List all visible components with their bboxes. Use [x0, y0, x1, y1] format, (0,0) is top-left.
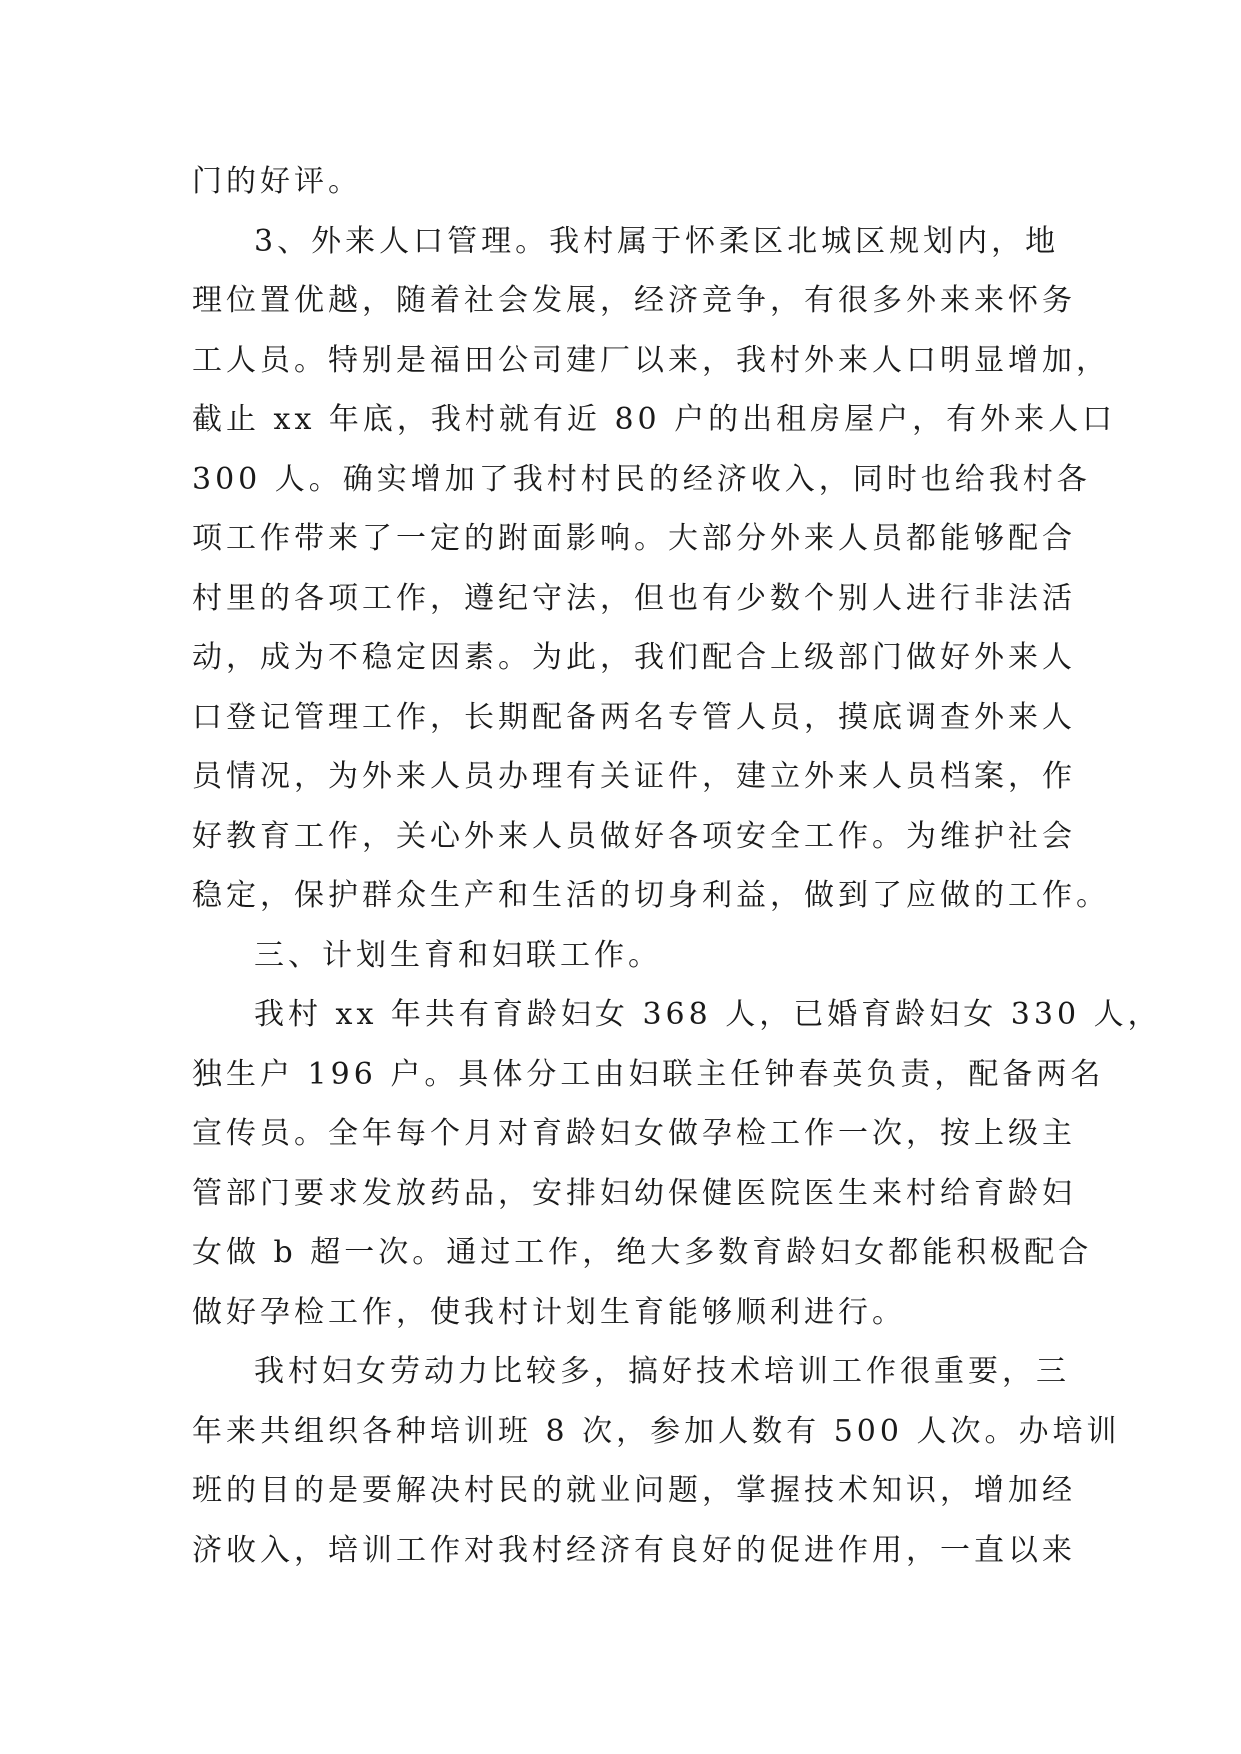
- document-body: [192, 152, 1162, 1580]
- text-line: 宣传员。全年每个月对育龄妇女做孕检工作一次，按上级主: [192, 1116, 1076, 1151]
- text-line: 做好孕检工作，使我村计划生育能够顺利进行。: [192, 1294, 906, 1330]
- text-line: 女做 b 超一次。通过工作，绝大多数育龄妇女都能积极配合: [192, 1235, 1093, 1270]
- text-line: 动，成为不稳定因素。为此，我们配合上级部门做好外来人: [192, 640, 1076, 675]
- text-line: 好教育工作，关心外来人员做好各项安全工作。为维护社会: [192, 818, 1076, 854]
- text-line: 我村 xx 年共有育龄妇女 368 人，已婚育龄妇女 330 人，: [254, 997, 1162, 1032]
- text-line: 稳定，保护群众生产和生活的切身利益，做到了应做的工作。: [192, 878, 1110, 913]
- text-line: 300 人。确实增加了我村村民的经济收入，同时也给我村各: [192, 461, 1091, 497]
- text-line: 截止 xx 年底，我村就有近 80 户的出租房屋户，有外来人口: [192, 402, 1117, 437]
- text-line: 工人员。特别是福田公司建厂以来，我村外来人口明显增加，: [192, 342, 1110, 378]
- text-line: 济收入，培训工作对我村经济有良好的促进作用，一直以来: [192, 1532, 1076, 1568]
- section-heading: 三、计划生育和妇联工作。: [254, 937, 662, 973]
- text-line: 我村妇女劳动力比较多，搞好技术培训工作很重要，三: [254, 1354, 1070, 1389]
- text-line: 口登记管理工作，长期配备两名专管人员，摸底调查外来人: [192, 699, 1076, 735]
- text-line: 村里的各项工作，遵纪守法，但也有少数个别人进行非法活: [192, 580, 1076, 616]
- text-line: 班的目的是要解决村民的就业问题，掌握技术知识，增加经: [192, 1473, 1076, 1508]
- text-line: 3、外来人口管理。我村属于怀柔区北城区规划内，地: [254, 223, 1060, 259]
- text-line: 独生户 196 户。具体分工由妇联主任钟春英负责，配备两名: [192, 1056, 1105, 1092]
- text-line: 理位置优越，随着社会发展，经济竞争，有很多外来来怀务: [192, 283, 1076, 318]
- text-line: 门的好评。: [192, 164, 362, 199]
- text-line: 年来共组织各种培训班 8 次，参加人数有 500 人次。办培训: [192, 1413, 1121, 1449]
- text-line: 员情况，为外来人员办理有关证件，建立外来人员档案，作: [192, 759, 1076, 794]
- text-line: 项工作带来了一定的跗面影响。大部分外来人员都能够配合: [192, 521, 1076, 556]
- text-line: 管部门要求发放药品，安排妇幼保健医院医生来村给育龄妇: [192, 1175, 1076, 1211]
